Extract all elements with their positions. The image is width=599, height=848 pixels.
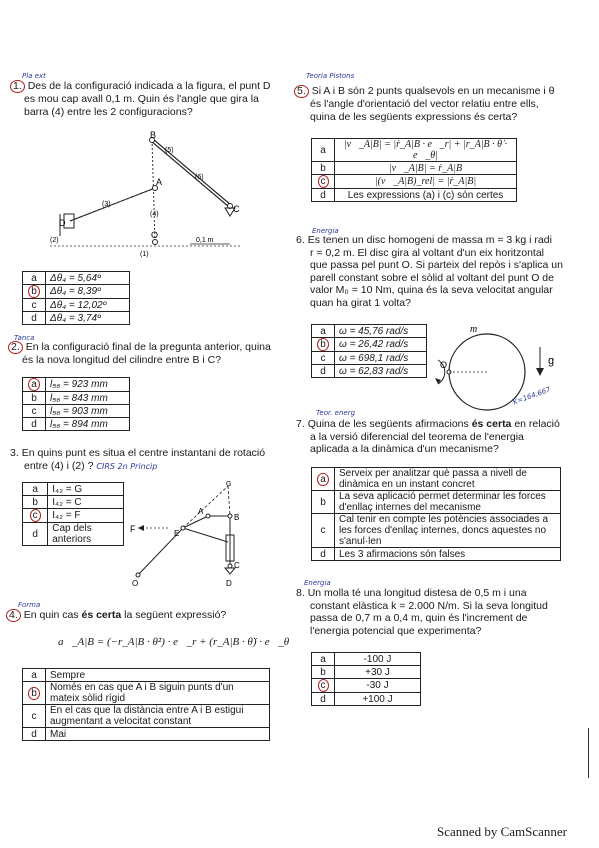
selected-mark: b: [28, 285, 40, 298]
question-text: Un molla té una longitud distesa de 0,5 m i una: [307, 587, 527, 599]
selected-mark: a: [28, 378, 40, 391]
page-edge: [588, 728, 589, 778]
bar-5: [183, 528, 228, 542]
question-text-pre: En quin cas: [23, 609, 82, 621]
option-row[interactable]: d +100 J: [312, 693, 421, 706]
label-c: C: [234, 561, 240, 570]
question-text-post: en relació: [511, 418, 560, 430]
bar-6-inner: [152, 140, 230, 206]
joint-b: [228, 514, 232, 518]
label-o: O: [440, 360, 448, 370]
label-bar-2: (2): [50, 237, 59, 244]
option-row[interactable]: a -100 J: [312, 653, 421, 666]
question-text: Es tenen un disc homogeni de massa m = 3 kg i radi: [307, 234, 552, 246]
mechanism-figure-1: [40, 124, 250, 264]
option-row[interactable]: d Les 3 afirmacions són falses: [312, 548, 561, 561]
option-row[interactable]: d Mai: [23, 728, 270, 741]
question-text: quina de les següents expressions és certa?: [310, 110, 518, 123]
option-row[interactable]: b Només en cas que A i B siguin punts d'un mateix sòlid rígid: [23, 682, 270, 705]
q4-options-table: [22, 668, 270, 741]
scanner-watermark: Scanned by CamScanner: [437, 824, 567, 839]
question-text: que passa pel punt O. Si parteix del repòs i s'aplica un: [310, 259, 563, 271]
label-bar-6: (6): [195, 174, 204, 181]
option-row[interactable]: a ω = 45,76 rad/s: [312, 325, 427, 338]
question-text-bold: és certa: [471, 418, 512, 430]
label-bar-5: (5): [165, 147, 174, 154]
option-row[interactable]: b l₅₆ = 843 mm: [23, 392, 130, 405]
option-row[interactable]: b I₄₂ = C: [23, 496, 124, 509]
question-text: parell constant sobre el sòlid al voltant del punt O de: [310, 271, 554, 284]
selected-mark: c: [30, 509, 41, 522]
option-row[interactable]: b +30 J: [312, 666, 421, 679]
option-row[interactable]: c -30 J: [312, 679, 421, 693]
option-row[interactable]: c I₄₂ = F: [23, 509, 124, 523]
label-f: F: [130, 524, 136, 534]
question-text: aplicada a la dinàmica d'un mecanisme?: [310, 443, 499, 455]
option-row[interactable]: b ω = 26,42 rad/s: [312, 338, 427, 352]
option-row[interactable]: a l₅₆ = 923 mm: [23, 378, 130, 392]
option-row[interactable]: b Δθ₄ = 8,39º: [23, 285, 130, 299]
option-row[interactable]: d ω = 62,83 rad/s: [312, 365, 427, 378]
joint-o: [153, 240, 158, 245]
question-number: 4.: [6, 609, 21, 622]
handwritten-note: Energia: [304, 579, 331, 587]
question-text: passa de 0,7 m a 0,4 m, quin és l'increment de: [310, 612, 528, 624]
label-g: g: [548, 355, 555, 367]
label-d: D: [59, 218, 66, 228]
joint-e: [181, 526, 185, 530]
option-row[interactable]: d Cap dels anteriors: [23, 523, 124, 546]
question-number: 1.: [10, 80, 25, 93]
bar-4: [152, 140, 155, 242]
q6-options-table: [311, 324, 427, 378]
question-text: l'energia potencial que experimenta?: [310, 624, 482, 637]
question-text-pre: Quina de les següents afirmacions: [307, 418, 472, 430]
handwritten-note: Teor. energ: [316, 409, 356, 417]
question-8: [296, 587, 576, 637]
dashed-to-g: [183, 486, 228, 528]
option-row[interactable]: d l₅₆ = 894 mm: [23, 418, 130, 431]
option-row[interactable]: c l₅₆ = 903 mm: [23, 405, 130, 418]
question-text: En quins punt es situa el centre instantani de rotació: [21, 447, 266, 459]
option-row[interactable]: d Les expressions (a) i (c) són certes: [312, 189, 517, 202]
joint-c: [228, 564, 232, 568]
q8-options-table: [311, 652, 421, 706]
handwritten-note: Forma: [18, 601, 41, 609]
q5-options-table: [311, 138, 517, 202]
label-o: O: [151, 230, 159, 240]
option-row[interactable]: a Sempre: [23, 669, 270, 682]
handwritten-note: Tanca: [14, 334, 35, 342]
handwritten-note: CIRS 2n Princip: [96, 461, 158, 471]
question-text-bold: és certa: [81, 609, 122, 621]
question-text-post: la següent expressió?: [121, 609, 227, 621]
label-o: O: [132, 579, 139, 588]
label-bar-3: (3): [102, 201, 111, 208]
question-text: constant elàstica k = 2.000 N/m. Si la seva longitud: [310, 599, 548, 612]
question-7: [296, 418, 576, 456]
label-d: D: [226, 579, 232, 588]
force-arrow: [138, 525, 144, 531]
selected-mark: c: [318, 175, 329, 188]
q2-options-table: [22, 377, 130, 431]
option-row[interactable]: c En el cas que la distància entre A i B estigui augmentant a velocitat constant: [23, 705, 270, 728]
option-row[interactable]: c Δθ₄ = 12,02º: [23, 299, 130, 312]
joint-a: [206, 514, 210, 518]
label-m: m: [470, 324, 478, 335]
q3-options-table: [22, 482, 124, 546]
disc-figure: [432, 322, 572, 422]
question-text: a la versió diferencial del teorema de l'energia: [310, 430, 524, 443]
option-row[interactable]: a Δθ₄ = 5,64º: [23, 272, 130, 285]
option-row[interactable]: c Cal tenir en compte les potències associades a les forces d'enllaç internes, doncs aquestes no s'anul·len: [312, 514, 561, 548]
option-row[interactable]: d Δθ₄ = 3,74º: [23, 312, 130, 325]
joint-o: [136, 573, 140, 577]
question-number: 5.: [294, 85, 309, 98]
label-a: A: [156, 177, 163, 187]
question-text: entre (4) i (2) ?: [24, 459, 94, 472]
gravity-arrow: [536, 368, 544, 376]
q1-options-table: [22, 271, 130, 325]
selected-mark: c: [318, 679, 329, 692]
selected-mark: b: [28, 687, 40, 700]
bar-3: [183, 516, 208, 528]
handwritten-note: Teoria Pistons: [306, 72, 355, 80]
question-text: Si A i B són 2 punts qualsevols en un mecanisme i θ: [311, 85, 555, 97]
selected-mark: a: [317, 473, 329, 486]
question-6: [296, 234, 576, 309]
question-number: 6.: [296, 234, 305, 246]
question-text: Des de la configuració indicada a la figura, el punt D: [27, 80, 271, 92]
question-number: 2.: [8, 341, 23, 354]
question-text: r = 0,2 m. El disc gira al voltant d'un eix horitzontal: [310, 246, 544, 259]
selected-mark: b: [317, 338, 329, 351]
handwritten-note: Energia: [312, 227, 339, 235]
question-text: és l'angle d'orientació del vector relatiu entre ells,: [310, 98, 539, 110]
q4-formula: a⃗_A|B = (−r_A|B · θ̇²) · e⃗_r + (r_A|B · θ̈) · e⃗_θ: [58, 636, 290, 648]
handwritten-note: K=164,667: [511, 385, 552, 407]
mechanism-figure-3: [128, 480, 278, 590]
label-g: G: [226, 481, 232, 488]
question-text: valor M₀ = 10 Nm, quina és la seva velocitat angular: [310, 284, 553, 296]
question-1: [10, 80, 280, 118]
label-b: B: [234, 513, 240, 522]
label-a: A: [198, 507, 204, 516]
question-number: 8.: [296, 587, 305, 599]
option-row[interactable]: b La seva aplicació permet determinar les forces d'enllaç internes del mecanisme: [312, 491, 561, 514]
handwritten-note: Pla ext: [22, 72, 46, 80]
question-text: En la configuració final de la pregunta anterior, quina: [25, 341, 271, 353]
question-text: barra (4) entre les 2 configuracions?: [24, 105, 193, 118]
label-bar-4: (4): [150, 211, 159, 218]
question-text: és la nova longitud del cilindre entre B i C?: [22, 354, 222, 366]
question-5: [294, 85, 574, 123]
question-text: es mou cap avall 0,1 m. Quin és l'angle que gira la: [24, 93, 259, 105]
question-number: 7.: [296, 418, 305, 430]
label-e: E: [174, 529, 180, 538]
option-row[interactable]: b |v⃗_A|B| = ṙ_A|B: [312, 162, 517, 175]
label-bar-1: (1): [140, 251, 149, 258]
question-4: [6, 609, 281, 622]
label-b: B: [150, 130, 157, 140]
q7-options-table: [311, 467, 561, 561]
label-c: C: [233, 204, 240, 214]
question-number: 3.: [10, 447, 19, 459]
option-row[interactable]: a I₄₂ = G: [23, 483, 124, 496]
question-text: quan ha girat 1 volta?: [310, 296, 411, 309]
option-row[interactable]: c ω = 698,1 rad/s: [312, 352, 427, 365]
option-row[interactable]: a Serveix per analitzar què passa a nivell de dinàmica en un instant concret: [312, 468, 561, 491]
question-3: [10, 447, 280, 473]
option-row[interactable]: c |(v⃗_A|B)_rel| = |ṙ_A|B|: [312, 175, 517, 189]
slider-d: [64, 214, 74, 228]
option-row[interactable]: a |v⃗_A|B| = |ṙ_A|B · e⃗_r| + |r_A|B · θ̇ · e⃗_θ|: [312, 139, 517, 162]
label-dimension: 0,1 m: [196, 237, 214, 244]
bar-3: [70, 188, 155, 221]
question-2: [8, 341, 278, 367]
dashed-g-b: [228, 486, 230, 516]
